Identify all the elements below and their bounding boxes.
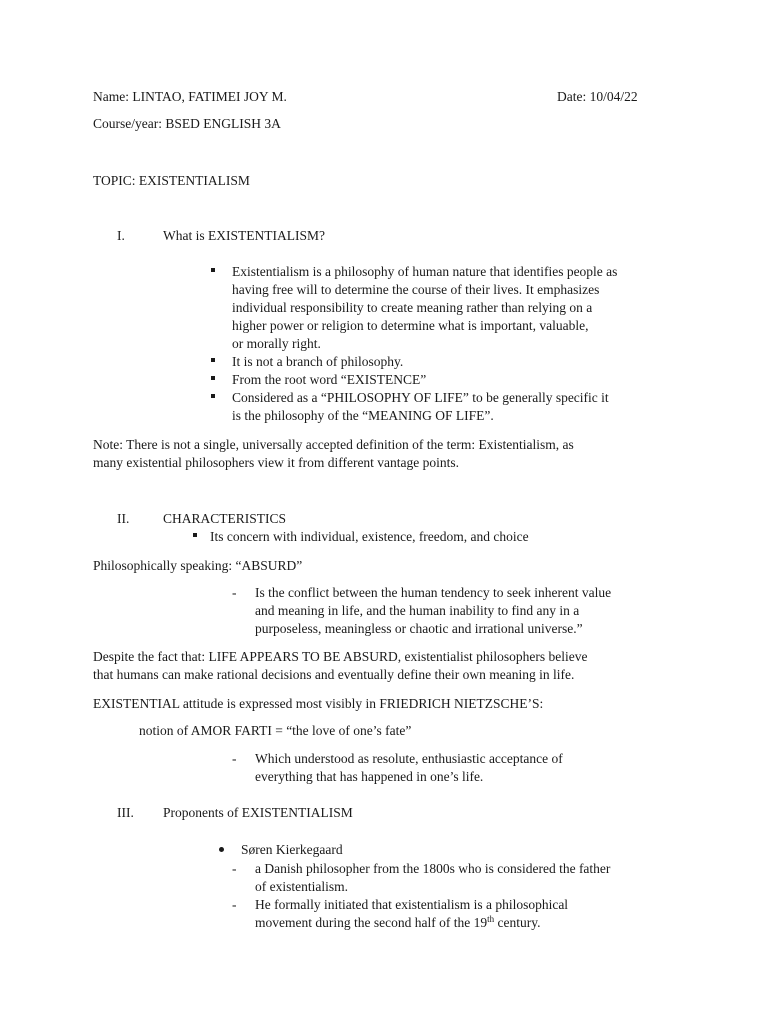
- text-segment: century.: [494, 915, 541, 930]
- text-line: Is the conflict between the human tendency to seek inherent value: [255, 585, 612, 600]
- text-line: everything that has happened in one’s life.: [255, 769, 484, 784]
- name-line: Name: LINTAO, FATIMEI JOY M.: [93, 89, 287, 104]
- text-line: Considered as a “PHILOSOPHY OF LIFE” to be generally specific it: [232, 390, 609, 405]
- text-line: higher power or religion to determine what is important, valuable,: [232, 318, 589, 333]
- course-line: Course/year: BSED ENGLISH 3A: [93, 116, 281, 131]
- superscript: th: [487, 914, 495, 924]
- section-2-heading: CHARACTERISTICS: [163, 511, 287, 526]
- text-line: [255, 914, 568, 932]
- text-line: He formally initiated that existentialism is a philosophical: [255, 897, 569, 912]
- text-line: and meaning in life, and the human inability to find any in a: [255, 603, 580, 618]
- text-line: is the philosophy of the “MEANING OF LIFE”.: [232, 408, 494, 423]
- dash-marker: -: [232, 585, 237, 600]
- text-line: Note: There is not a single, universally accepted definition of the term: Existentialism, as: [93, 437, 574, 452]
- round-bullet-icon: [219, 847, 224, 852]
- section-1-heading: What is EXISTENTIALISM?: [163, 228, 325, 243]
- text-line: many existential philosophers view it from different vantage points.: [93, 455, 460, 470]
- text-line: Which understood as resolute, enthusiastic acceptance of: [255, 751, 563, 766]
- amor-fati-line: notion of AMOR FARTI = “the love of one’s fate”: [139, 723, 412, 738]
- square-bullet-icon: [211, 394, 215, 398]
- amor-fati-definition: [255, 750, 563, 786]
- bullet-definition: [232, 263, 617, 353]
- square-bullet-icon: [193, 533, 197, 537]
- text-line: having free will to determine the course of their lives. It emphasizes: [232, 282, 600, 297]
- attitude-line: EXISTENTIAL attitude is expressed most visibly in FRIEDRICH NIETZSCHE’S:: [93, 696, 544, 711]
- dash-marker: -: [232, 861, 237, 876]
- text-line: individual responsibility to create meaning rather than relying on a: [232, 300, 593, 315]
- text-line: of existentialism.: [255, 879, 348, 894]
- despite-paragraph: [93, 648, 587, 684]
- section-3-numeral: III.: [117, 805, 134, 820]
- kierkegaard-initiated: [255, 896, 568, 932]
- text-line: Existentialism is a philosophy of human nature that identifies people as: [232, 264, 618, 279]
- text-line: that humans can make rational decisions and eventually define their own meaning in life.: [93, 667, 575, 682]
- kierkegaard-detail: [255, 860, 610, 896]
- proponent-name: Søren Kierkegaard: [241, 842, 343, 857]
- dash-marker: -: [232, 751, 237, 766]
- square-bullet-icon: [211, 358, 215, 362]
- text-line: Despite the fact that: LIFE APPEARS TO BE ABSURD, existentialist philosophers believe: [93, 649, 588, 664]
- text-line: or morally right.: [232, 336, 321, 351]
- text-line: purposeless, meaningless or chaotic and irrational universe.”: [255, 621, 583, 636]
- characteristics-bullet: Its concern with individual, existence, freedom, and choice: [210, 529, 529, 544]
- bullet-not-branch: It is not a branch of philosophy.: [232, 354, 404, 369]
- date-line: Date: 10/04/22: [557, 89, 638, 104]
- bullet-philosophy-of-life: [232, 389, 609, 425]
- square-bullet-icon: [211, 268, 215, 272]
- section-3-heading: Proponents of EXISTENTIALISM: [163, 805, 353, 820]
- section-2-numeral: II.: [117, 511, 130, 526]
- text-line: a Danish philosopher from the 1800s who is considered the father: [255, 861, 611, 876]
- absurd-definition: [255, 584, 611, 638]
- text-segment: movement during the second half of the 19: [255, 915, 488, 930]
- dash-marker: -: [232, 897, 237, 912]
- absurd-heading: Philosophically speaking: “ABSURD”: [93, 558, 303, 573]
- note-paragraph: [93, 436, 574, 472]
- section-1-numeral: I.: [117, 228, 125, 243]
- square-bullet-icon: [211, 376, 215, 380]
- topic-line: TOPIC: EXISTENTIALISM: [93, 173, 250, 188]
- bullet-root-word: From the root word “EXISTENCE”: [232, 372, 427, 387]
